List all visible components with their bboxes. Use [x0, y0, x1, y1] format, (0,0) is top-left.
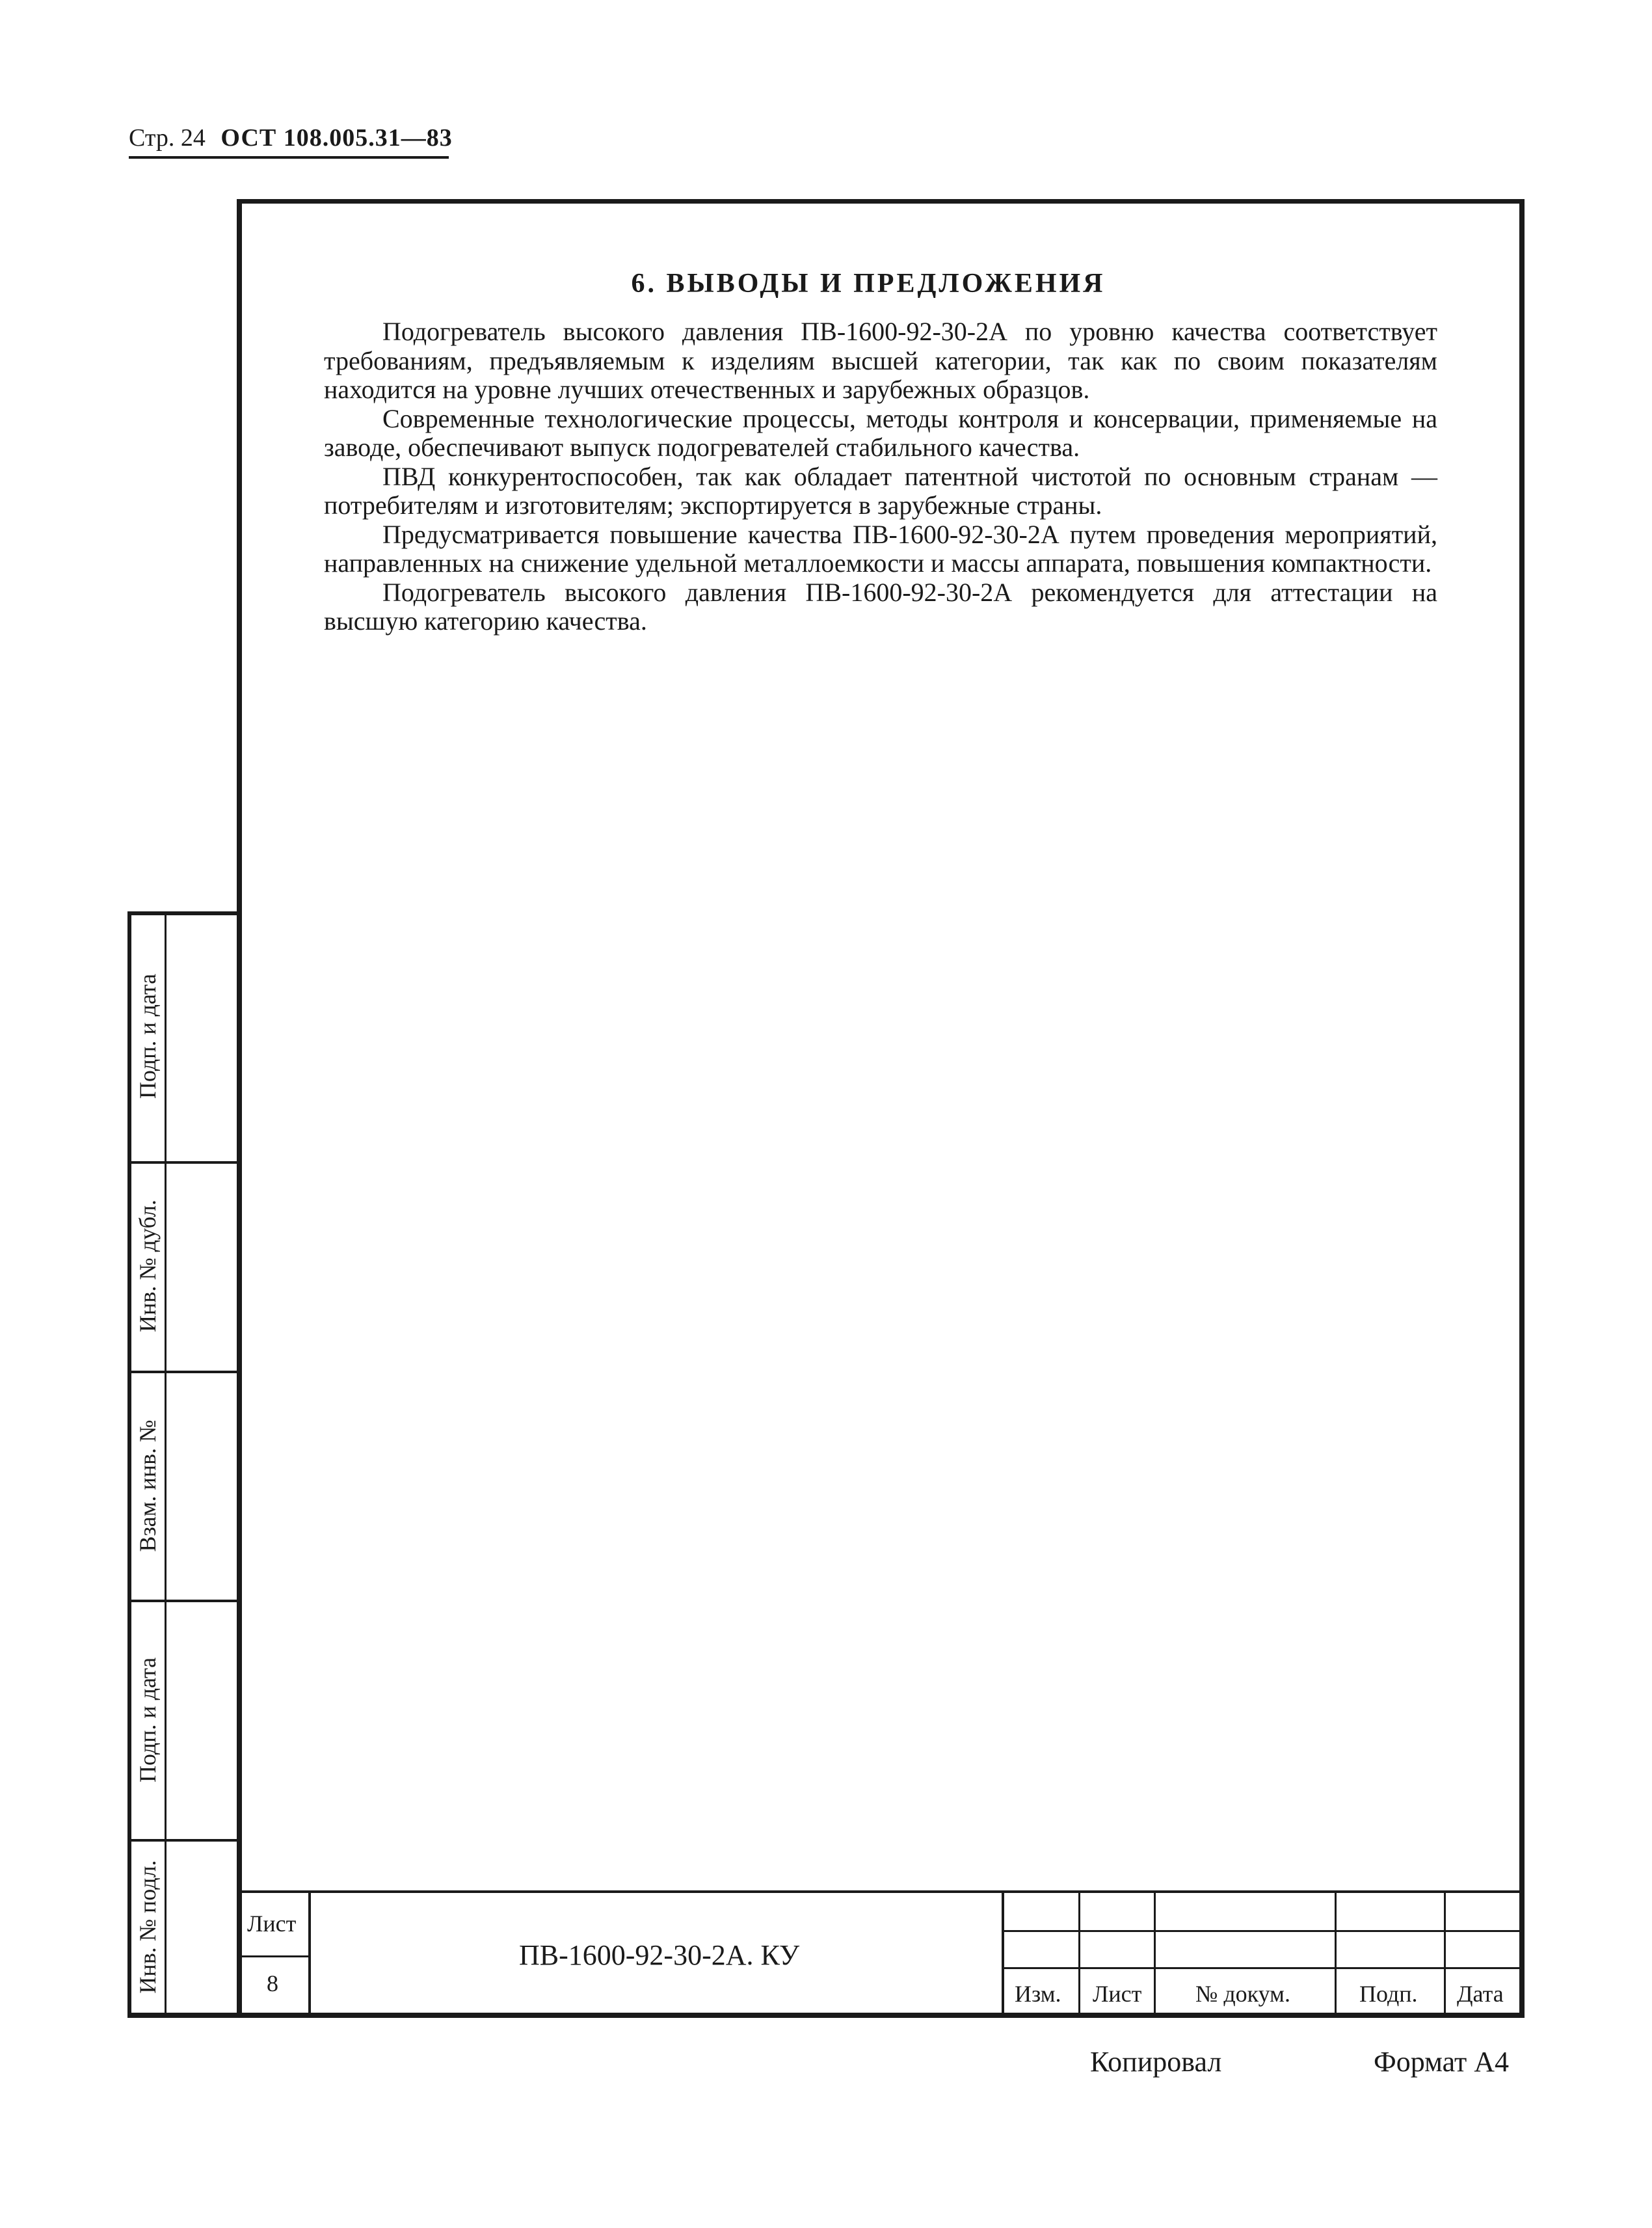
document-designation: ПВ-1600-92-30-2А. КУ	[519, 1939, 800, 1971]
header-rule	[129, 156, 449, 159]
page-number: Стр. 24	[129, 124, 206, 152]
running-header	[129, 124, 453, 152]
sheet-number: 8	[267, 1970, 278, 1996]
column-header-date: Дата	[1457, 1981, 1504, 2007]
stamp-label: Подп. и дата	[135, 1657, 161, 1783]
stamp-top-border	[127, 911, 239, 915]
column-header-document-number: № докум.	[1195, 1981, 1290, 2007]
column-header-change: Изм.	[1015, 1981, 1061, 2007]
stamp-label: Взам. инв. №	[135, 1419, 161, 1552]
stamp-label: Подп. и дата	[135, 973, 161, 1099]
paragraph: Подогреватель высокого давления ПВ-1600-92-30-2А рекомендуется для аттестации на высшую категорию качества.	[324, 577, 1437, 636]
stamp-label: Инв. № подл.	[135, 1860, 161, 1994]
title-block-sheet-divider	[308, 1890, 311, 2014]
title-block-column-divider	[1335, 1890, 1337, 2014]
paragraph: Подогреватель высокого давления ПВ-1600-92-30-2А по уровню качества соответствует требованиям, предъявляемым к изделиям высшей категории, так как по своим показателям находится на уровне лучших отечественных и зарубежных образцов.	[324, 317, 1437, 404]
stamp-row-divider	[127, 1371, 239, 1373]
stamp-label: Инв. № дубл.	[135, 1200, 161, 1332]
paper-format-label: Формат А4	[1374, 2046, 1510, 2078]
title-block-row-line	[1002, 1967, 1525, 1969]
frame-top-border	[239, 199, 1525, 204]
body-text	[324, 317, 1437, 636]
title-block-column-divider	[1444, 1890, 1446, 2014]
sheet-label: Лист	[247, 1911, 297, 1937]
title-block-top-border	[239, 1890, 1525, 1893]
section-title: 6. ВЫВОДЫ И ПРЕДЛОЖЕНИЯ	[631, 269, 1106, 299]
column-header-signature: Подп.	[1359, 1981, 1418, 2007]
paragraph: Предусматривается повышение качества ПВ-1600-92-30-2А путем проведения мероприятий, направленных на снижение удельной металлоемкости и массы аппарата, повышения компактности.	[324, 519, 1437, 578]
column-header-sheet: Лист	[1093, 1981, 1142, 2007]
paragraph: Современные технологические процессы, методы контроля и консервации, применяемые на заводе, обеспечивают выпуск подогревателей стабильного качества.	[324, 403, 1437, 462]
title-block-column-divider	[1154, 1890, 1156, 2014]
stamp-row-divider	[127, 1600, 239, 1602]
stamp-divider-vertical	[165, 911, 167, 2014]
title-block-designation-divider	[1002, 1890, 1004, 2014]
frame-left-border	[237, 199, 242, 2018]
title-block-column-divider	[1078, 1890, 1080, 2014]
stamp-row-divider	[127, 1839, 239, 1842]
frame-right-border	[1519, 199, 1525, 2018]
frame-bottom-border	[127, 2013, 1525, 2018]
title-block-row-line	[1002, 1930, 1525, 1932]
stamp-row-divider	[127, 1161, 239, 1164]
standard-number: ОСТ 108.005.31—83	[220, 124, 453, 152]
copied-by-label: Копировал	[1090, 2046, 1222, 2078]
title-block-sheet-row-line	[239, 1955, 310, 1957]
paragraph: ПВД конкурентоспособен, так как обладает патентной чистотой по основным странам — потребителям и изготовителям; экспортируется в зарубежные страны.	[324, 461, 1437, 520]
stamp-left-border	[127, 911, 131, 2018]
